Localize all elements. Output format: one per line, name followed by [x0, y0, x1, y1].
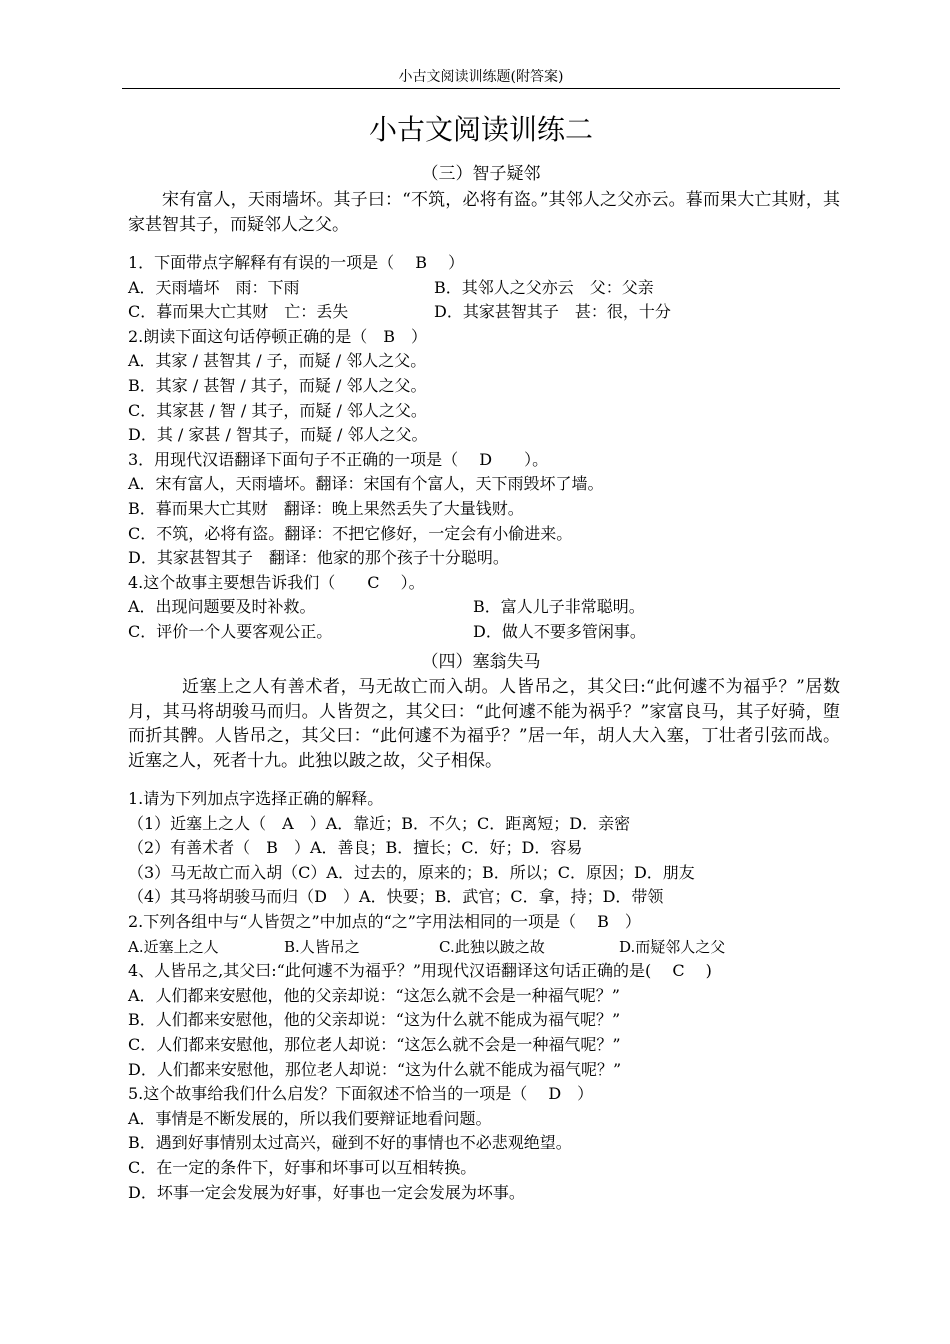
story3-heading: （三）智子疑邻 — [421, 164, 541, 184]
option: C．评价一个人要客观公正。 — [128, 621, 333, 641]
option: A．人们都来安慰他，他的父亲却说：“这怎么就不会是一种福气呢？” — [128, 985, 620, 1005]
story4-heading: （四）塞翁失马 — [421, 652, 541, 672]
option: C．暮而果大亡其财 亡：丢失 — [128, 302, 349, 322]
page-title: 小古文阅读训练二 — [368, 113, 593, 146]
story4-passage: 近塞上之人有善术者，马无故亡而入胡。人皆吊之，其父曰:“此何遽不为福乎？”居数月，其马将胡骏马而归。人皆贺之，其父曰：“此何遽不能为祸乎？”家富良马，其子好骑，堕而折其髀。人皆吊之，其父曰：“此何遽不为福乎？”居一年，胡人大入塞，丁壮者引弦而战。近塞之人，死者十九。此独以跛之故，父子相保。 — [128, 677, 840, 771]
option: A．事情是不断发展的，所以我们要辩证地看问题。 — [128, 1108, 492, 1128]
option: （2）有善术者（ B ）A．善良；B．擅长；C．好；D．容易 — [128, 838, 583, 858]
option: （3）马无故亡而入胡（C）A．过去的，原来的；B．所以；C．原因；D．朋友 — [128, 862, 695, 882]
option: D．人们都来安慰他，那位老人却说：“这为什么就不能成为福气呢？” — [128, 1059, 622, 1079]
question-stem: 3．用现代汉语翻译下面句子不正确的一项是（ D ）。 — [128, 449, 549, 469]
option: A．其家 / 甚智其 / 子，而疑 / 邻人之父。 — [128, 351, 427, 371]
story4-questions — [128, 787, 840, 1205]
option-row — [128, 276, 840, 301]
option: D．坏事一定会发展为好事，好事也一定会发展为坏事。 — [128, 1182, 525, 1202]
header-rule — [122, 88, 840, 89]
question-stem: 5.这个故事给我们什么启发？下面叙述不恰当的一项是（ D ） — [128, 1084, 594, 1104]
option: C.此独以跛之故 — [439, 937, 545, 956]
option: A．天雨墙坏 雨：下雨 — [128, 277, 300, 297]
question-stem: 2.朗读下面这句话停顿正确的是（ B ） — [128, 326, 428, 346]
option: A.近塞上之人 — [128, 937, 219, 956]
running-header: 小古文阅读训练题(附答案) — [398, 69, 564, 85]
option: B.人皆吊之 — [284, 937, 360, 956]
question-stem: 2.下列各组中与“人皆贺之”中加点的“之”字用法相同的一项是（ B ） — [128, 911, 641, 931]
option: C．在一定的条件下，好事和坏事可以互相转换。 — [128, 1157, 477, 1177]
story3-passage: 宋有富人，天雨墙坏。其子曰：“不筑，必将有盗。”其邻人之父亦云。暮而果大亡其财，其家甚智其子，而疑邻人之父。 — [128, 190, 840, 235]
option: D．其家甚智其子 甚：很，十分 — [434, 302, 671, 322]
option: C．人们都来安慰他，那位老人却说：“这怎么就不会是一种福气呢？” — [128, 1034, 621, 1054]
option: A．宋有富人，天雨墙坏。翻译：宋国有个富人，天下雨毁坏了墙。 — [128, 474, 604, 494]
option: C．不筑，必将有盗。翻译：不把它修好，一定会有小偷进来。 — [128, 523, 573, 543]
option: D．其家甚智其子 翻译：他家的那个孩子十分聪明。 — [128, 548, 509, 568]
option: B．暮而果大亡其财 翻译：晚上果然丢失了大量钱财。 — [128, 498, 524, 518]
option-row — [128, 935, 840, 960]
option: （1）近塞上之人（ A ）A．靠近；B．不久；C．距离短；D．亲密 — [128, 813, 631, 833]
option-row — [128, 595, 840, 620]
option: B．其邻人之父亦云 父：父亲 — [434, 277, 654, 297]
option: B．人们都来安慰他，他的父亲却说：“这为什么就不能成为福气呢？” — [128, 1010, 621, 1030]
question-stem: 1.请为下列加点字选择正确的解释。 — [128, 789, 384, 808]
option: D.而疑邻人之父 — [619, 937, 726, 956]
option: A．出现问题要及时补救。 — [128, 597, 316, 617]
option: D．做人不要多管闲事。 — [473, 621, 646, 641]
option: B．富人儿子非常聪明。 — [473, 597, 645, 617]
option-row — [128, 620, 840, 645]
option-row — [128, 300, 840, 325]
option: B．遇到好事情别太过高兴，碰到不好的事情也不必悲观绝望。 — [128, 1133, 572, 1153]
question-stem: 1．下面带点字解释有有误的一项是（ B ） — [128, 253, 465, 272]
option: D．其 / 家甚 / 智其子，而疑 / 邻人之父。 — [128, 425, 428, 445]
question-stem: 4.这个故事主要想告诉我们（ C ）。 — [128, 572, 425, 592]
option: B．其家 / 甚智 / 其子，而疑 / 邻人之父。 — [128, 375, 427, 395]
story3-questions — [128, 251, 840, 645]
option: （4）其马将胡骏马而归（D ）A．快要；B．武官；C．拿，持；D．带领 — [128, 887, 664, 907]
question-stem: 4、人皆吊之,其父曰:“此何遽不为福乎？”用现代汉语翻译这句话正确的是( C ) — [128, 961, 712, 981]
option: C．其家甚 / 智 / 其子，而疑 / 邻人之父。 — [128, 400, 427, 420]
